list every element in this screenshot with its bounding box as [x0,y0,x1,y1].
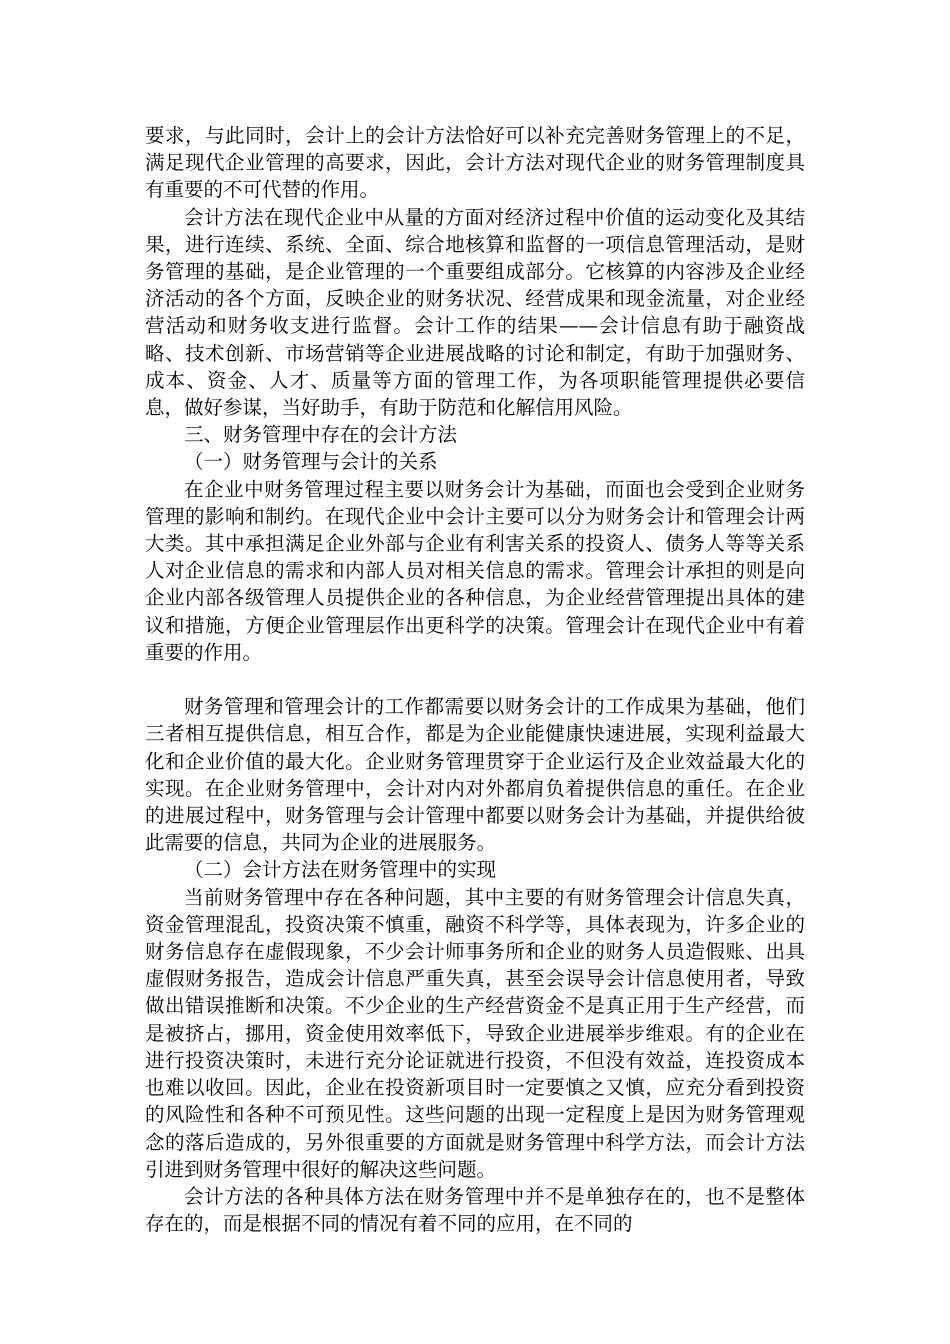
paragraph-accounting-method-role: 会计方法在现代企业中从量的方面对经济过程中价值的运动变化及其结果，进行连续、系统、全面、综合地核算和监督的一项信息管理活动，是财务管理的基础，是企业管理的一个重要组成部分。它核算的内容涉及企业经济活动的各个方面，反映企业的财务状况、经营成果和现金流量，对企业经营活动和财务收支进行监督。会计工作的结果——会计信息有助于融资战略、技术创新、市场营销等企业进展战略的讨论和制定，有助于加强财务、成本、资金、人才、质量等方面的管理工作，为各项职能管理提供必要信息，做好参谋，当好助手，有助于防范和化解信用风险。 [145,205,805,420]
section-heading-3: 三、财务管理中存在的会计方法 [184,423,458,447]
paragraph-management-cooperation: 财务管理和管理会计的工作都需要以财务会计的工作成果为基础，他们三者相互提供信息，相互合作，都是为企业能健康快速进展，实现利益最大化和企业价值的最大化。企业财务管理贯穿于企业运行及企业效益最大化的实现。在企业财务管理中，会计对内对外都肩负着提供信息的重任。在企业的进展过程中，财务管理与会计管理中都要以财务会计为基础，并提供给彼此需要的信息，共同为企业的进展服务。 [145,695,805,855]
paragraph-finance-accounting-relation: 在企业中财务管理过程主要以财务会计为基础，而面也会受到企业财务管理的影响和制约。在现代企业中会计主要可以分为财务会计和管理会计两大类。其中承担满足企业外部与企业有利害关系的投资人、债务人等等关系人对企业信息的需求和内部人员对相关信息的需求。管理会计承担的则是向企业内部各级管理人员提供企业的各种信息，为企业经营管理提出具体的建议和措施，方便企业管理层作出更科学的决策。管理会计在现代企业中有着重要的作用。 [145,477,805,664]
subsection-heading-1: （一）财务管理与会计的关系 [184,450,438,474]
paragraph-continuation: 要求，与此同时，会计上的会计方法恰好可以补充完善财务管理上的不足，满足现代企业管理的高要求，因此，会计方法对现代企业的财务管理制度具有重要的不可代替的作用。 [145,124,805,202]
paragraph-specific-methods: 会计方法的各种具体方法在财务管理中并不是单独存在的，也不是整体存在的，而是根据不同的情况有着不同的应用，在不同的 [145,1184,805,1236]
paragraph-current-problems: 当前财务管理中存在各种问题，其中主要的有财务管理会计信息失真，资金管理混乱，投资决策不慎重，融资不科学等，具体表现为，许多企业的财务信息存在虚假现象，不少会计师事务所和企业的财务人员造假账、出具虚假财务报告，造成会计信息严重失真，甚至会误导会计信息使用者，导致做出错误推断和决策。不少企业的生产经营资金不是真正用于生产经营，而是被挤占，挪用，资金使用效率低下，导致企业进展举步维艰。有的企业在进行投资决策时，未进行充分论证就进行投资，不但没有效益，连投资成本也难以收回。因此，企业在投资新项目时一定要慎之又慎，应充分看到投资的风险性和各种不可预见性。这些问题的出现一定程度上是因为财务管理观念的落后造成的，另外很重要的方面就是财务管理中科学方法，而会计方法引进到财务管理中很好的解决这些问题。 [145,885,805,1181]
paragraph-spacer [145,666,805,693]
document-page [145,122,805,1237]
subsection-heading-2: （二）会计方法在财务管理中的实现 [184,858,497,882]
